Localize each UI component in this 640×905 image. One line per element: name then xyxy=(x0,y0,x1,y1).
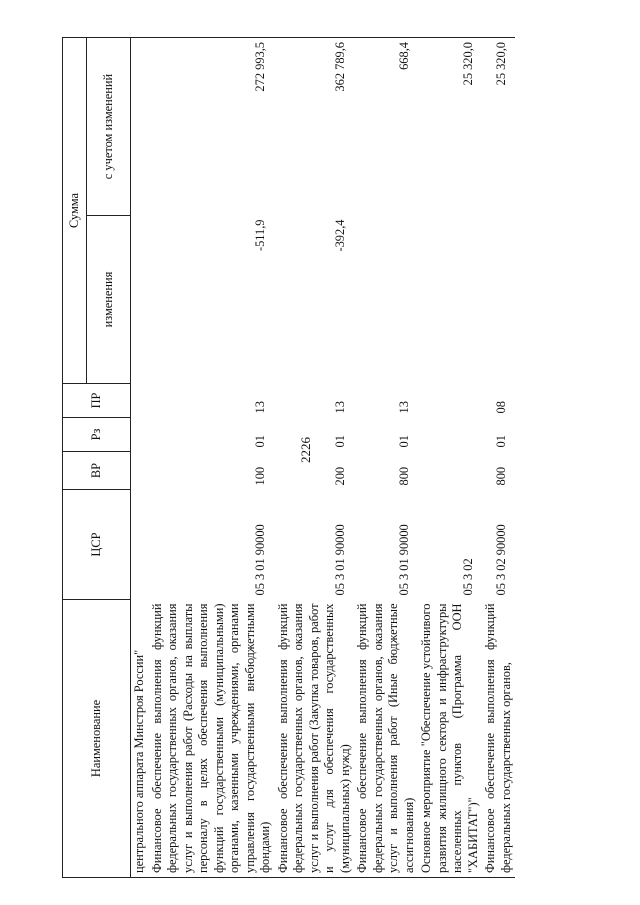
header-changes: изменения xyxy=(87,216,131,384)
row-csr: 05 3 01 90000 xyxy=(396,524,411,596)
row-total: 25 320,0 xyxy=(482,38,515,216)
header-vr: ВР xyxy=(63,452,131,490)
row-name: Финансовое обеспечение выполнения функций федеральных государственных органов, оказания услуг и выполнения работ (Закупка товаров, работ и услуг для обеспечения государственных (муниципальных) нужд) xyxy=(275,600,355,878)
row-pr: 13 xyxy=(253,401,267,414)
header-sum: Сумма xyxy=(63,38,87,384)
row-rz: 01 xyxy=(253,435,267,448)
row-change xyxy=(131,216,149,384)
row-total: 272 993,5 xyxy=(149,38,275,216)
table-row xyxy=(354,38,418,878)
rotated-page xyxy=(62,38,586,878)
row-name: Финансовое обеспечение выполнения функций федеральных государственных органов, оказания услуг и выполнения работ (Расходы на выплаты персоналу в целях обеспечения выполнения функций государственными (муниципальными) органами, казенными учреждениями, органами управления государственными внебюджетными фондами) xyxy=(149,600,275,878)
row-change xyxy=(482,216,515,384)
row-rz: 01 xyxy=(396,435,411,448)
row-csr: 05 3 01 90000 xyxy=(332,524,347,596)
row-rz xyxy=(131,418,149,452)
row-pr: 13 xyxy=(332,401,347,414)
table-row xyxy=(482,38,515,878)
table-row xyxy=(275,38,355,878)
table-row xyxy=(418,38,482,878)
row-total: 25 320,0 xyxy=(418,38,482,216)
row-vr: 800 xyxy=(396,466,411,486)
row-name: Основное мероприятие "Обеспечение устойчивого развития жилищного сектора и инфраструктуры населенных пунктов (Программа ООН "ХАБИТАТ")" xyxy=(418,600,482,878)
row-name: Финансовое обеспечение выполнения функций федеральных государственных органов, xyxy=(482,600,515,878)
row-vr: 800 xyxy=(493,466,508,486)
row-rz xyxy=(418,418,482,452)
row-rz: 01 xyxy=(332,435,347,448)
row-vr: 200 xyxy=(332,466,347,486)
row-total xyxy=(131,38,149,216)
row-csr: 05 3 02 xyxy=(460,558,475,596)
header-name: Наименование xyxy=(63,600,131,878)
row-vr xyxy=(418,452,482,490)
page-number: 2226 xyxy=(298,437,313,463)
header-pr: ПР xyxy=(63,384,131,418)
row-name: центрального аппарата Минстроя России" xyxy=(131,600,149,878)
row-pr xyxy=(418,384,482,418)
row-change: -511,9 xyxy=(253,219,267,252)
row-total: 668,4 xyxy=(354,38,418,216)
row-total: 362 789,6 xyxy=(275,38,355,216)
row-pr xyxy=(131,384,149,418)
header-csr: ЦСР xyxy=(63,490,131,600)
row-pr: 08 xyxy=(493,401,508,414)
row-change: -392,4 xyxy=(332,219,347,252)
row-vr: 100 xyxy=(253,466,267,486)
row-vr xyxy=(131,452,149,490)
budget-table xyxy=(62,37,515,878)
row-name: Финансовое обеспечение выполнения функций федеральных государственных органов, оказания услуг и выполнения работ (Иные бюджетные ассигнования) xyxy=(354,600,418,878)
row-rz: 01 xyxy=(493,435,508,448)
header-rz: Рз xyxy=(63,418,131,452)
row-pr: 13 xyxy=(396,401,411,414)
table-row xyxy=(131,38,149,878)
header-with-changes: с учетом изменений xyxy=(87,38,131,216)
row-csr: 05 3 02 90000 xyxy=(493,524,508,596)
row-change xyxy=(418,216,482,384)
table-row xyxy=(149,38,275,878)
row-csr xyxy=(131,490,149,600)
row-csr: 05 3 01 90000 xyxy=(253,524,267,596)
row-change xyxy=(354,216,418,384)
